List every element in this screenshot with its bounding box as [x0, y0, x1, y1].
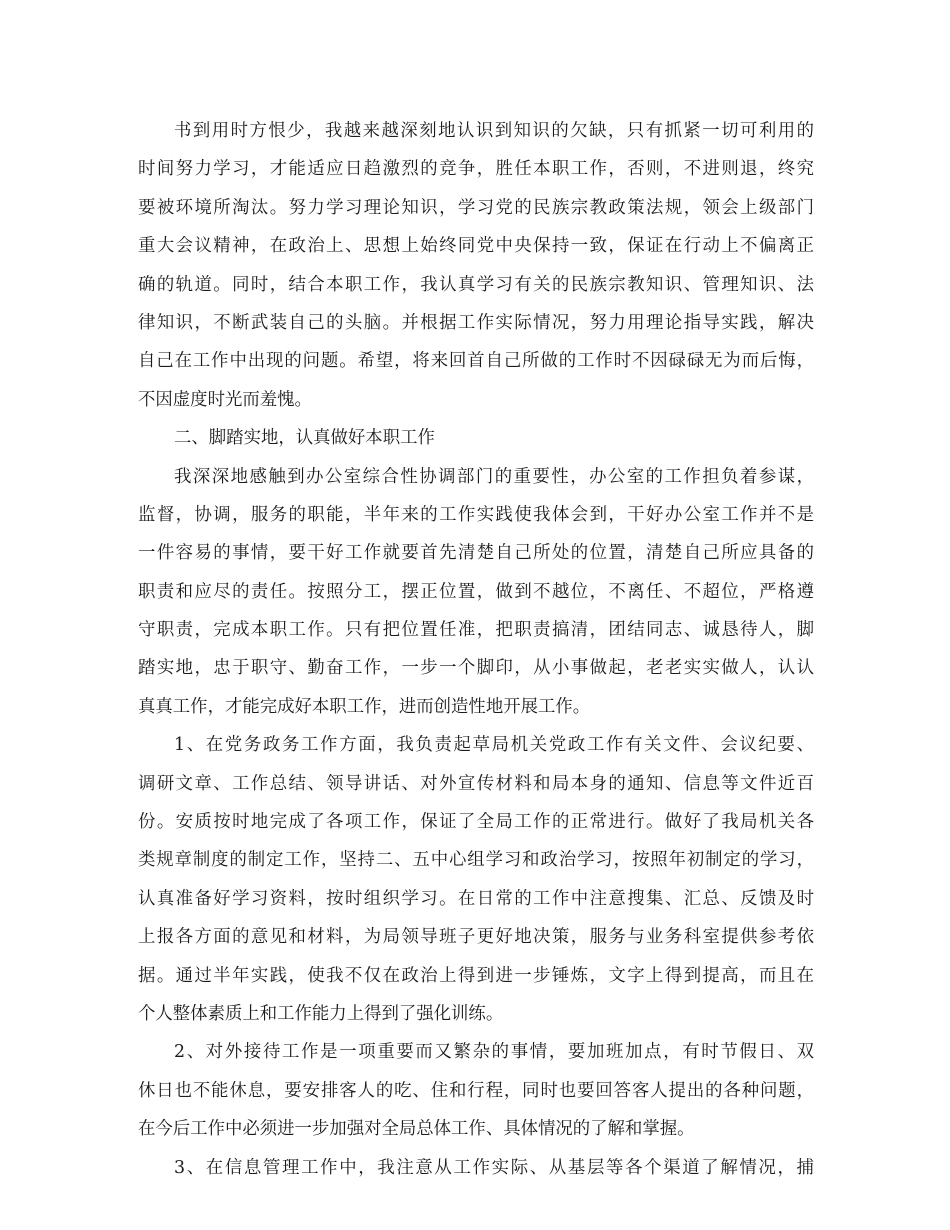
paragraph-office-role	[138, 458, 814, 727]
heading-line: 二、脚踏实地，认真做好本职工作	[174, 428, 435, 449]
text-line: 在今后工作中必须进一步加强对全局总体工作、具体情况的了解和掌握。	[138, 1119, 695, 1140]
text-line: 要被环境所淘汰。努力学习理论知识，学习党的民族宗教政策法规，领会上级部门	[138, 197, 814, 218]
text-line: 一件容易的事情，要干好工作就要首先清楚自己所处的位置，清楚自己所应具备的	[138, 543, 814, 564]
text-line: 3、在信息管理工作中，我注意从工作实际、从基层等各个渠道了解情况，捕	[174, 1157, 814, 1178]
paragraph-reception	[138, 1033, 814, 1148]
paragraph-party-affairs	[138, 726, 814, 1033]
text-line: 休日也不能休息，要安排客人的吃、住和行程，同时也要回答客人提出的各种问题，	[138, 1080, 814, 1101]
text-line: 据。通过半年实践，使我不仅在政治上得到进一步锤炼，文字上得到提高，而且在	[138, 965, 814, 986]
text-line: 份。安质按时地完成了各项工作，保证了全局工作的正常进行。做好了我局机关各	[138, 812, 814, 833]
paragraph-study	[138, 112, 814, 419]
text-line: 1、在党务政务工作方面，我负责起草局机关党政工作有关文件、会议纪要、	[174, 735, 814, 756]
text-line: 认真准备好学习资料，按时组织学习。在日常的工作中注意搜集、汇总、反馈及时	[138, 888, 814, 909]
text-line: 自己在工作中出现的问题。希望，将来回首自己所做的工作时不因碌碌无为而后悔，	[138, 351, 814, 372]
text-line: 调研文章、工作总结、领导讲话、对外宣传材料和局本身的通知、信息等文件近百	[138, 773, 814, 794]
text-line: 个人整体素质上和工作能力上得到了强化训练。	[138, 1003, 504, 1024]
document-body	[138, 112, 814, 1187]
text-line: 职责和应尽的责任。按照分工，摆正位置，做到不越位，不离任、不超位，严格遵	[138, 581, 814, 602]
text-line: 真真工作，才能完成好本职工作，进而创造性地开展工作。	[138, 696, 591, 717]
text-line: 律知识，不断武装自己的头脑。并根据工作实际情况，努力用理论指导实践，解决	[138, 312, 814, 333]
text-line: 监督，协调，服务的职能，半年来的工作实践使我体会到，干好办公室工作并不是	[138, 504, 814, 525]
section-heading	[138, 419, 814, 457]
text-line: 重大会议精神，在政治上、思想上始终同党中央保持一致，保证在行动上不偏离正	[138, 236, 814, 257]
text-line: 2、对外接待工作是一项重要而又繁杂的事情，要加班加点，有时节假日、双	[174, 1042, 814, 1063]
paragraph-information	[138, 1149, 814, 1187]
text-line: 守职责，完成本职工作。只有把位置任准，把职责搞清，团结同志、诚恳待人，脚	[138, 620, 814, 641]
text-line: 我深深地感触到办公室综合性协调部门的重要性，办公室的工作担负着参谋，	[174, 466, 814, 487]
text-line: 踏实地，忠于职守、勤奋工作，一步一个脚印，从小事做起，老老实实做人，认认	[138, 658, 814, 679]
text-line: 时间努力学习，才能适应日趋激烈的竞争，胜任本职工作，否则，不进则退，终究	[138, 159, 814, 180]
text-line: 不因虚度时光而羞愧。	[138, 389, 312, 410]
text-line: 上报各方面的意见和材料，为局领导班子更好地决策，服务与业务科室提供参考依	[138, 927, 814, 948]
text-line: 书到用时方恨少，我越来越深刻地认识到知识的欠缺，只有抓紧一切可利用的	[174, 121, 814, 141]
text-line: 确的轨道。同时，结合本职工作，我认真学习有关的民族宗教知识、管理知识、法	[138, 274, 814, 295]
text-line: 类规章制度的制定工作，坚持二、五中心组学习和政治学习，按照年初制定的学习，	[138, 850, 814, 871]
